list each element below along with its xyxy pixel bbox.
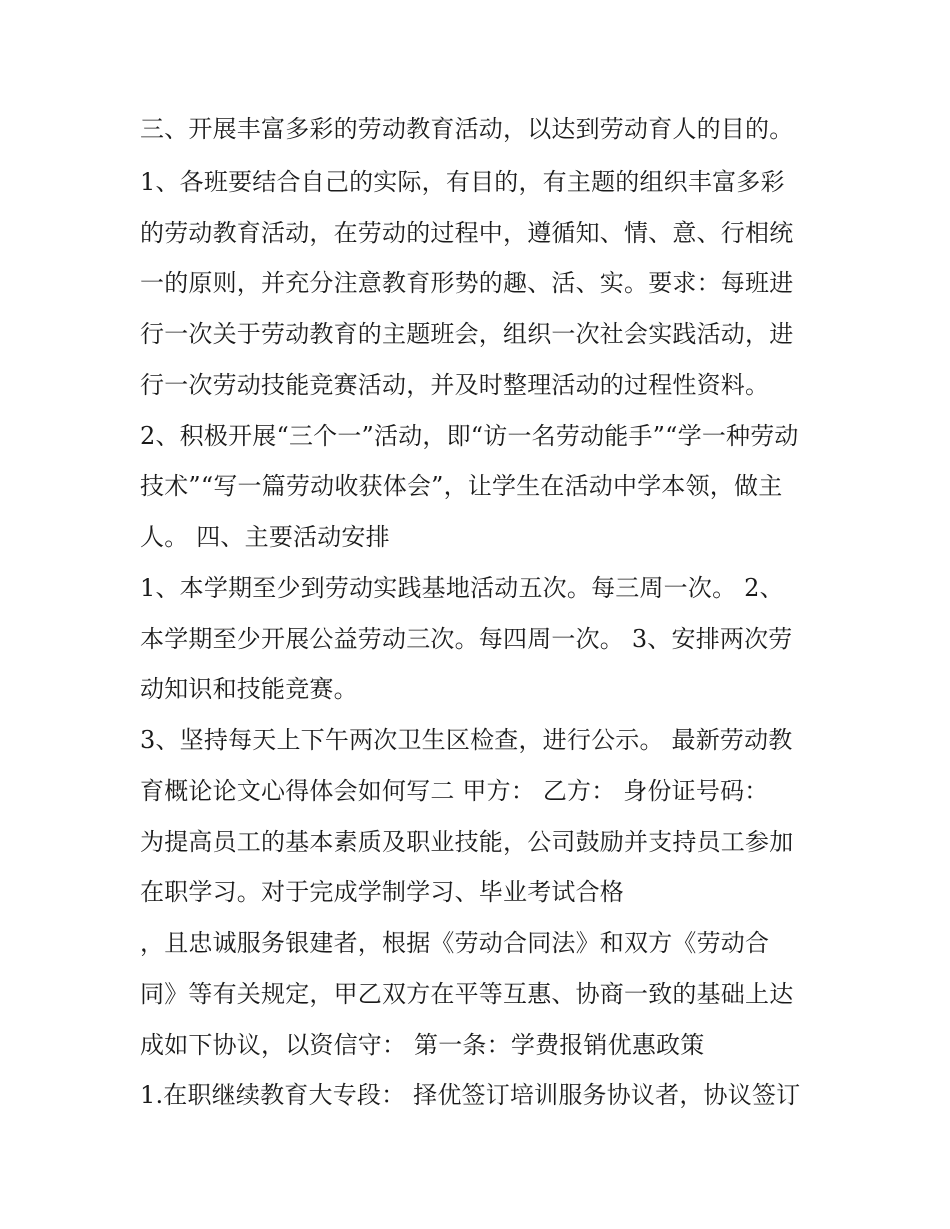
text-line: 1.在职继续教育大专段： 择优签订培训服务协议者，协议签订 — [140, 1081, 801, 1109]
text-line: 同》等有关规定，甲乙双方在平等互惠、协商一致的基础上达 — [140, 980, 794, 1008]
text-line: 成如下协议，以资信守： 第一条：学费报销优惠政策 — [140, 1031, 705, 1059]
text-line: 本学期至少开展公益劳动三次。每四周一次。 3、安排两次劳 — [140, 625, 793, 653]
text-line: 一的原则，并充分注意教育形势的趣、活、实。要求：每班进 — [140, 269, 794, 297]
text-line: 技术”“写一篇劳动收获体会”，让学生在活动中学本领，做主 — [140, 472, 783, 500]
text-line: 1、各班要结合自己的实际，有目的，有主题的组织丰富多彩 — [140, 168, 785, 196]
text-line: 2、积极开展“三个一”活动，即“访一名劳动能手”“学一种劳动 — [140, 422, 799, 450]
text-line: 的劳动教育活动，在劳动的过程中，遵循知、情、意、行相统 — [140, 219, 794, 247]
text-line: 1、本学期至少到劳动实践基地活动五次。每三周一次。 2、 — [140, 574, 784, 602]
text-line: 3、坚持每天上下午两次卫生区检查，进行公示。 最新劳动教 — [140, 726, 793, 754]
text-line: 为提高员工的基本素质及职业技能，公司鼓励并支持员工参加 — [140, 828, 794, 856]
text-line: 在职学习。对于完成学制学习、毕业考试合格 — [140, 878, 624, 906]
text-line: 人。 四、主要活动安排 — [140, 523, 390, 551]
text-line: ，且忠诚服务银建者，根据《劳动合同法》和双方《劳动合 — [140, 929, 770, 957]
text-line: 育概论论文心得体会如何写二 甲方： 乙方： 身份证号码： — [140, 777, 769, 805]
text-line: 行一次劳动技能竞赛活动，并及时整理活动的过程性资料。 — [140, 371, 770, 399]
text-line: 动知识和技能竞赛。 — [140, 675, 358, 703]
text-line: 三、开展丰富多彩的劳动教育活动，以达到劳动育人的目的。 — [140, 115, 794, 143]
text-line: 行一次关于劳动教育的主题班会，组织一次社会实践活动，进 — [140, 320, 794, 348]
